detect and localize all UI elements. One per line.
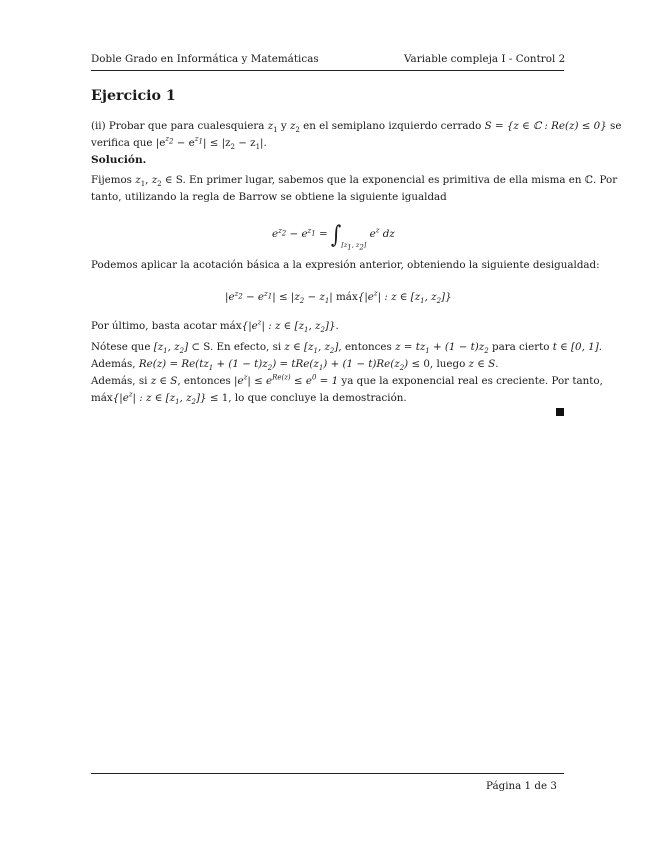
exercise-statement xyxy=(91,118,622,151)
statement-line-1: (ii) Probar que para cualesquiera $z_1$ y $z_2$ en el semiplano izquierdo cerrado S = {z ∈ ℂ : Re(z) ≤ 0} se xyxy=(91,120,622,135)
header-right: Variable compleja I - Control 2 xyxy=(404,53,566,65)
statement-line-2: verifica que $|e^{z_2} - e^{z_1}| \le |z_2 - z_1|$. xyxy=(91,135,267,151)
solution-paragraph-1: Fijemos $z_1$, $z_2$ ∈ S. En primer lugar, sabemos que la exponencial es primitiva de ella misma en ℂ. Por tanto, utilizando la regla de Barrow se obtiene la siguiente igualdad xyxy=(91,174,618,203)
solution-paragraph-2: Podemos aplicar la acotación básica a la expresión anterior, obteniendo la siguiente desigualdad: xyxy=(91,259,600,271)
solution-label: Solución. xyxy=(91,154,147,166)
integral-sign: ∫ xyxy=(330,219,342,249)
solution-paragraph-3: Por último, basta acotar $máx\{|e^z|$ : z ∈ [$z_1$, $z_2$]}. xyxy=(91,318,339,335)
equation-bound: $|e^{z_2} - e^{z_1}| \le |z_2 - z_1|$ $máx\{|e^z|$ : z ∈ [$z_1$, $z_2$]} xyxy=(225,289,452,306)
header-left: Doble Grado en Informática y Matemáticas xyxy=(91,53,319,65)
solution-paragraph-5: Además, si z ∈ S, entonces $|e^z| \le e^{Re(z)} \le e^0 = 1$ ya que la exponencial real es creciente. Por tanto, $máx\{|e^z|$ : z ∈ [$z_1$, $z_2]\} \le 1$, lo que concluye la demostración. xyxy=(91,373,603,406)
qed-symbol xyxy=(556,408,564,416)
exercise-title: Ejercicio 1 xyxy=(91,88,176,104)
equation-barrow: $e^{z_2} - e^{z_1} = \int_{[z_1, z_2]}$ $e^z$ dz xyxy=(272,219,395,252)
footer-rule xyxy=(91,773,564,774)
solution-paragraph-4: Nótese que [$z_1$, $z_2$] ⊂ S. En efecto, si z ∈ [$z_1$, $z_2$], entonces $z = tz_1 + (1 - t)z_2$ para cierto t ∈ [0, 1]. Además, $Re(z) = Re(tz_1 + (1 - t)z_2) = tRe(z_1) + (1 - t)Re(z_2) \le 0$, luego z ∈ S. xyxy=(91,341,603,372)
header-rule xyxy=(91,70,564,71)
page-number: Página 1 de 3 xyxy=(486,780,557,792)
